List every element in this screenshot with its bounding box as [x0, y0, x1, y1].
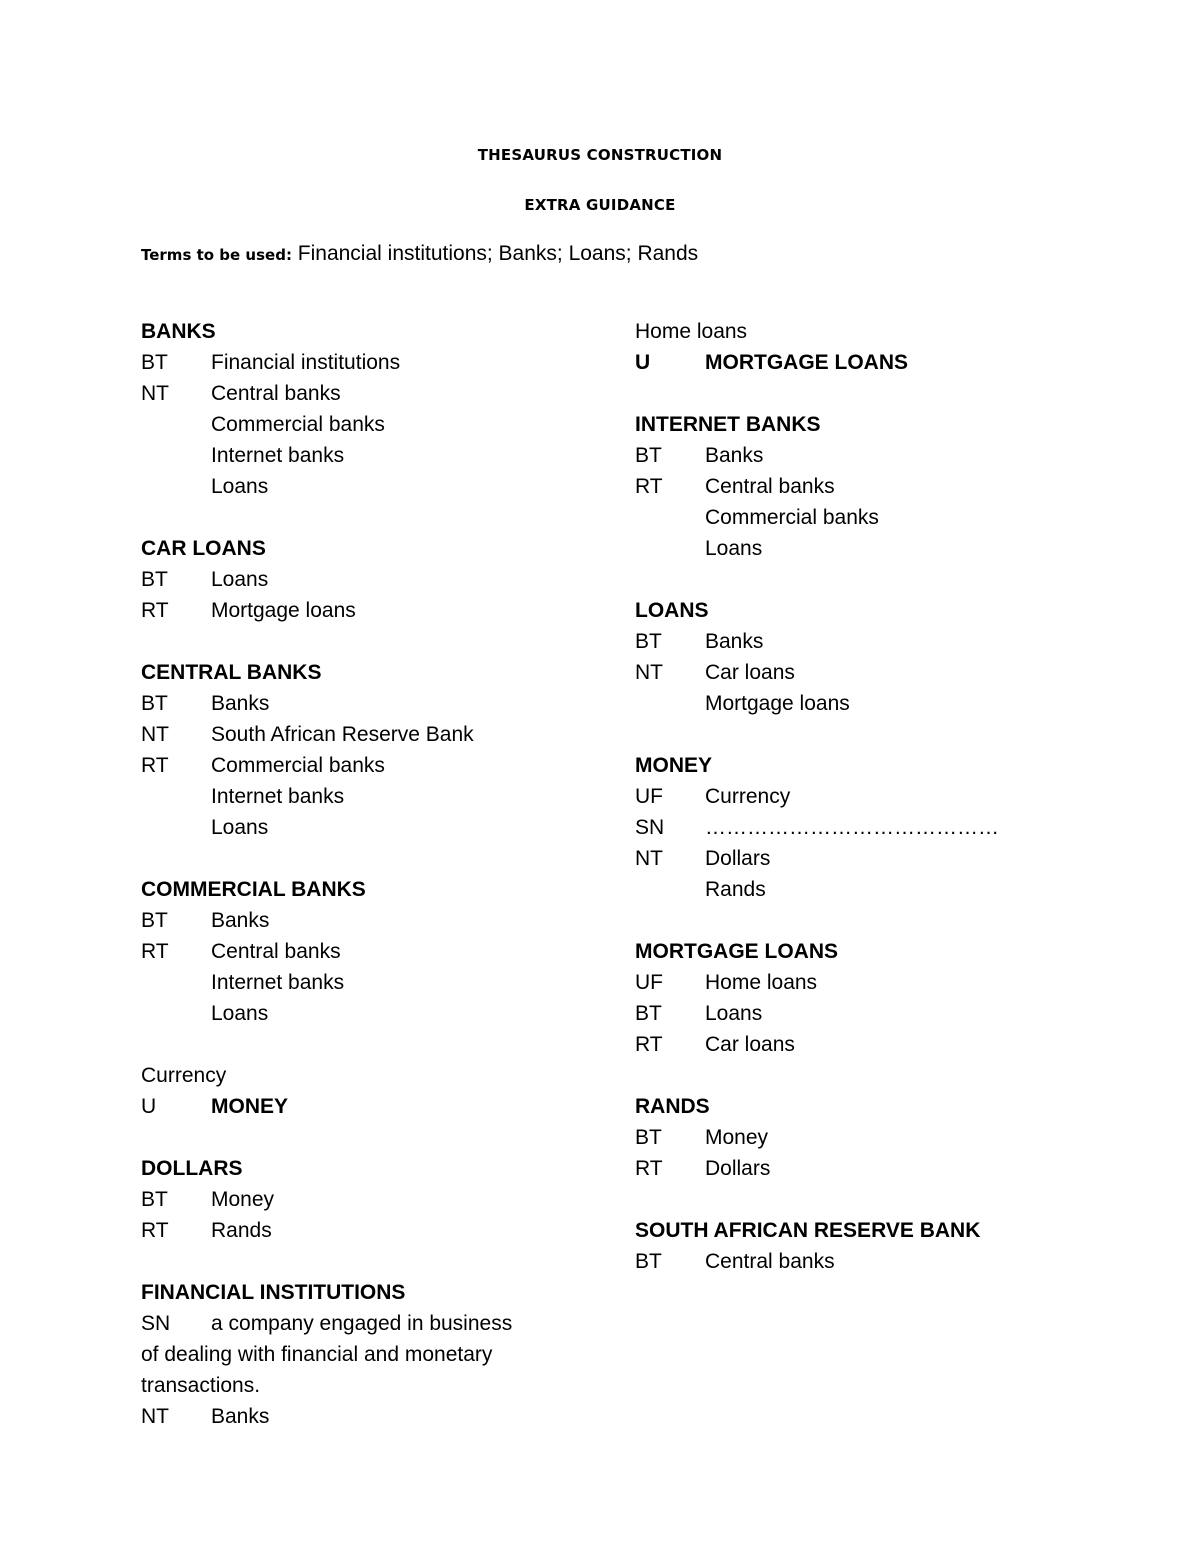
relation-code: RT — [141, 1219, 169, 1242]
relation-code: BT — [141, 1188, 168, 1211]
entry-text: Home loans — [635, 320, 748, 343]
entry-heading: DOLLARS — [141, 1157, 243, 1180]
relation-row — [635, 657, 1055, 688]
relation-code: UF — [635, 971, 663, 994]
relation-term: Rands — [211, 1219, 272, 1242]
relation-row — [141, 1184, 581, 1215]
relation-code: UF — [635, 785, 663, 808]
relation-code — [635, 688, 705, 719]
relation-term: Internet banks — [211, 785, 345, 808]
relation-term: Dollars — [705, 847, 771, 870]
entry-heading: MORTGAGE LOANS — [635, 940, 838, 963]
relation-term: Home loans — [705, 971, 818, 994]
terms-line — [141, 242, 698, 266]
relation-row — [141, 781, 581, 812]
relation-row — [141, 595, 581, 626]
relation-row — [141, 936, 581, 967]
relation-code: RT — [635, 1033, 663, 1056]
entry-spacer — [141, 1122, 581, 1153]
relation-row — [635, 1029, 1055, 1060]
relation-code: BT — [635, 1002, 662, 1025]
relation-term: Loans — [211, 816, 269, 839]
relation-code: BT — [141, 568, 168, 591]
relation-code: BT — [141, 351, 168, 374]
entry-spacer — [635, 1060, 1055, 1091]
thesaurus-right-column — [635, 316, 1055, 1277]
relation-term: Dollars — [705, 1157, 771, 1180]
relation-term: Banks — [211, 1405, 270, 1428]
relation-row — [141, 564, 581, 595]
relation-row — [635, 998, 1055, 1029]
relation-term: Rands — [705, 878, 766, 901]
relation-row — [635, 1122, 1055, 1153]
relation-term: South African Reserve Bank — [211, 723, 474, 746]
relation-code: RT — [141, 940, 169, 963]
relation-term: a company engaged in business — [211, 1312, 513, 1335]
relation-code: SN — [635, 816, 665, 839]
entry-heading: RANDS — [635, 1095, 710, 1118]
relation-term: MORTGAGE LOANS — [705, 351, 908, 374]
document-subtitle: EXTRA GUIDANCE — [524, 196, 676, 214]
relation-term: Car loans — [705, 661, 795, 684]
relation-code: BT — [635, 444, 662, 467]
entry-heading: CENTRAL BANKS — [141, 661, 322, 684]
entry-spacer — [141, 1029, 581, 1060]
relation-row — [635, 812, 1055, 843]
relation-row — [141, 440, 581, 471]
relation-code: RT — [635, 475, 663, 498]
relation-term: Internet banks — [211, 971, 345, 994]
relation-row — [141, 1091, 581, 1122]
relation-term: Currency — [705, 785, 791, 808]
relation-code — [141, 471, 211, 502]
entry-spacer — [141, 502, 581, 533]
relation-row — [635, 967, 1055, 998]
relation-term: Central banks — [211, 382, 341, 405]
relation-term: Money — [705, 1126, 769, 1149]
relation-code: NT — [141, 1405, 169, 1428]
relation-code — [141, 812, 211, 843]
entry-heading: CAR LOANS — [141, 537, 266, 560]
relation-code: BT — [141, 909, 168, 932]
relation-term: Loans — [211, 1002, 269, 1025]
relation-row — [635, 347, 1055, 378]
terms-label: Terms to be used: — [141, 246, 292, 264]
relation-term: Loans — [705, 1002, 763, 1025]
relation-row — [141, 688, 581, 719]
document-title: THESAURUS CONSTRUCTION — [477, 146, 723, 164]
terms-value: Financial institutions; Banks; Loans; Rands — [297, 242, 699, 265]
relation-term: Loans — [211, 475, 269, 498]
relation-term: …………………………………… — [705, 816, 999, 839]
entry-text: Currency — [141, 1064, 227, 1087]
relation-code — [635, 502, 705, 533]
relation-row — [635, 1246, 1055, 1277]
relation-row — [141, 1401, 581, 1432]
relation-row — [141, 378, 581, 409]
relation-row — [141, 471, 581, 502]
entry-spacer — [635, 1184, 1055, 1215]
relation-code — [141, 967, 211, 998]
relation-code: RT — [141, 754, 169, 777]
relation-term: Money — [211, 1188, 275, 1211]
relation-code: RT — [141, 599, 169, 622]
relation-code — [635, 533, 705, 564]
entry-heading: MONEY — [635, 754, 713, 777]
relation-row — [141, 967, 581, 998]
thesaurus-left-column — [141, 316, 581, 1432]
relation-code — [141, 440, 211, 471]
entry-heading: BANKS — [141, 320, 216, 343]
relation-row — [141, 1308, 581, 1339]
relation-term: Internet banks — [211, 444, 345, 467]
relation-term: Commercial banks — [705, 506, 879, 529]
relation-code: U — [141, 1095, 157, 1118]
relation-code: BT — [635, 1126, 662, 1149]
relation-code: NT — [635, 661, 663, 684]
entry-heading: INTERNET BANKS — [635, 413, 821, 436]
relation-row — [635, 688, 1055, 719]
relation-term: Banks — [705, 444, 764, 467]
relation-row — [635, 781, 1055, 812]
entry-spacer — [635, 564, 1055, 595]
relation-code — [141, 781, 211, 812]
entry-heading: COMMERCIAL BANKS — [141, 878, 366, 901]
relation-code: SN — [141, 1312, 171, 1335]
relation-code: NT — [635, 847, 663, 870]
entry-spacer — [141, 843, 581, 874]
relation-row — [635, 626, 1055, 657]
relation-row — [141, 1215, 581, 1246]
relation-term: Loans — [705, 537, 763, 560]
relation-code: NT — [141, 723, 169, 746]
entry-heading: SOUTH AFRICAN RESERVE BANK — [635, 1219, 981, 1242]
relation-row — [635, 533, 1055, 564]
entry-spacer — [141, 1246, 581, 1277]
relation-term: Central banks — [705, 1250, 835, 1273]
entry-spacer — [635, 719, 1055, 750]
relation-term: Central banks — [211, 940, 341, 963]
entry-spacer — [635, 905, 1055, 936]
relation-code: NT — [141, 382, 169, 405]
relation-code: BT — [635, 630, 662, 653]
relation-row — [635, 843, 1055, 874]
relation-row — [141, 409, 581, 440]
relation-row — [141, 347, 581, 378]
relation-term: MONEY — [211, 1095, 289, 1118]
relation-term: Car loans — [705, 1033, 795, 1056]
entry-heading: FINANCIAL INSTITUTIONS — [141, 1281, 406, 1304]
relation-row — [141, 998, 581, 1029]
relation-row — [141, 905, 581, 936]
relation-row — [635, 874, 1055, 905]
relation-code — [141, 409, 211, 440]
relation-row — [635, 1153, 1055, 1184]
relation-term: Commercial banks — [211, 754, 385, 777]
entry-spacer — [635, 378, 1055, 409]
relation-code — [635, 874, 705, 905]
relation-code: BT — [141, 692, 168, 715]
relation-row — [635, 440, 1055, 471]
entry-text: of dealing with financial and monetary — [141, 1343, 493, 1366]
relation-term: Loans — [211, 568, 269, 591]
relation-term: Commercial banks — [211, 413, 385, 436]
relation-term: Banks — [705, 630, 764, 653]
relation-row — [635, 502, 1055, 533]
relation-row — [141, 812, 581, 843]
relation-term: Central banks — [705, 475, 835, 498]
relation-row — [141, 719, 581, 750]
relation-row — [635, 471, 1055, 502]
relation-term: Banks — [211, 692, 270, 715]
relation-code — [141, 998, 211, 1029]
entry-text: transactions. — [141, 1374, 261, 1397]
relation-code: RT — [635, 1157, 663, 1180]
entry-heading: LOANS — [635, 599, 709, 622]
relation-term: Mortgage loans — [705, 692, 850, 715]
relation-code: U — [635, 351, 651, 374]
relation-term: Banks — [211, 909, 270, 932]
relation-row — [141, 750, 581, 781]
relation-term: Mortgage loans — [211, 599, 356, 622]
relation-term: Financial institutions — [211, 351, 401, 374]
entry-spacer — [141, 626, 581, 657]
relation-code: BT — [635, 1250, 662, 1273]
